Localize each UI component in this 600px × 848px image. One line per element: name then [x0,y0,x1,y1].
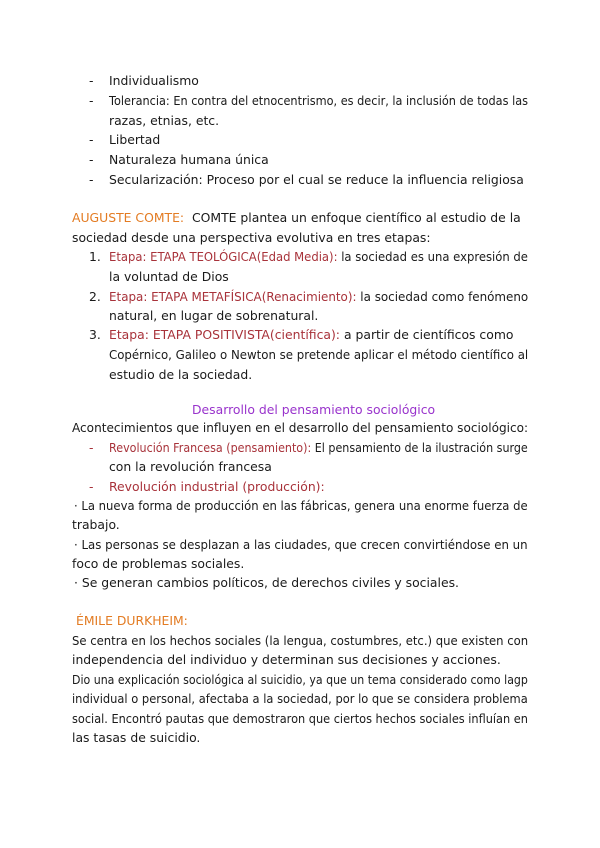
bullet-marker: - [89,73,94,88]
durkheim-line: las tasas de suicidio. [72,730,201,745]
bullet-marker: - [89,479,94,494]
rev-francesa-text: El pensamiento de la ilustración surge [314,440,528,455]
bullet-marker: - [89,172,94,187]
point-line: · Se generan cambios políticos, de derechos civiles y sociales. [74,575,459,590]
bullet-marker: - [89,93,94,108]
rev-industrial-label: Revolución industrial (producción): [109,479,325,494]
bullet-marker: - [89,132,94,147]
desarrollo-intro: Acontecimientos que influyen en el desarrollo del pensamiento sociológico: [72,420,529,435]
point-line: foco de problemas sociales. [72,556,245,571]
stage-label: Etapa: ETAPA POSITIVISTA(científica): [109,327,340,342]
stage-cont: Copérnico, Galileo o Newton se pretende aplicar el método científico al [109,347,529,362]
bullet-marker: - [89,440,94,455]
point-line: trabajo. [72,517,120,532]
stage-text: la sociedad como fenómeno [360,289,529,304]
bullet-naturaleza: Naturaleza humana única [109,152,269,167]
section-title-desarrollo: Desarrollo del pensamiento sociológico [192,402,436,417]
durkheim-heading: ÉMILE DURKHEIM: [76,613,188,628]
bullet-tolerancia-cont: razas, etnias, etc. [109,113,220,128]
comte-heading: AUGUSTE COMTE: [72,210,185,225]
durkheim-line: individual o personal, afectaba a la sociedad, por lo que se considera problema [72,691,528,706]
stage-label: Etapa: ETAPA TEOLÓGICA(Edad Media): [109,249,338,264]
stage-number: 2. [89,289,101,304]
bullet-secularizacion: Secularización: Proceso por el cual se reduce la influencia religiosa [109,172,524,187]
rev-francesa [109,438,528,457]
bullet-libertad: Libertad [109,132,161,147]
stage-text: a partir de científicos como [343,327,514,342]
comte-intro-cont: sociedad desde una perspectiva evolutiva en tres etapas: [72,230,431,245]
stage-label: Etapa: ETAPA METAFÍSICA(Renacimiento): [109,289,357,304]
stage-cont: estudio de la sociedad. [109,367,253,382]
durkheim-line: Dio una explicación sociológica al suicidio, ya que un tema considerado como lagp [72,672,528,687]
stage-number: 3. [89,327,101,342]
stage-metafisica [109,287,528,306]
rev-francesa-label: Revolución Francesa (pensamiento): [109,440,312,455]
comte-intro-line [72,208,521,227]
stage-number: 1. [89,249,101,264]
stage-cont: natural, en lugar de sobrenatural. [109,308,319,323]
point-line: · La nueva forma de producción en las fábricas, genera una enorme fuerza de [74,498,528,513]
stage-text: la sociedad es una expresión de [341,249,528,264]
durkheim-line: social. Encontró pautas que demostraron que ciertos hechos sociales influían en [72,711,528,726]
stage-teologica [109,247,528,266]
bullet-marker: - [89,152,94,167]
bullet-tolerancia: Tolerancia: En contra del etnocentrismo, es decir, la inclusión de todas las [109,93,529,108]
durkheim-line: Se centra en los hechos sociales (la lengua, costumbres, etc.) que existen con [72,633,529,648]
rev-francesa-cont: con la revolución francesa [109,459,272,474]
stage-positivista [109,325,513,344]
durkheim-line: independencia del individuo y determinan sus decisiones y acciones. [72,652,501,667]
stage-cont: la voluntad de Dios [109,269,229,284]
comte-intro: COMTE plantea un enfoque científico al estudio de la [191,210,521,225]
bullet-individualismo: Individualismo [109,73,199,88]
point-line: · Las personas se desplazan a las ciudades, que crecen convirtiéndose en un [74,537,528,552]
